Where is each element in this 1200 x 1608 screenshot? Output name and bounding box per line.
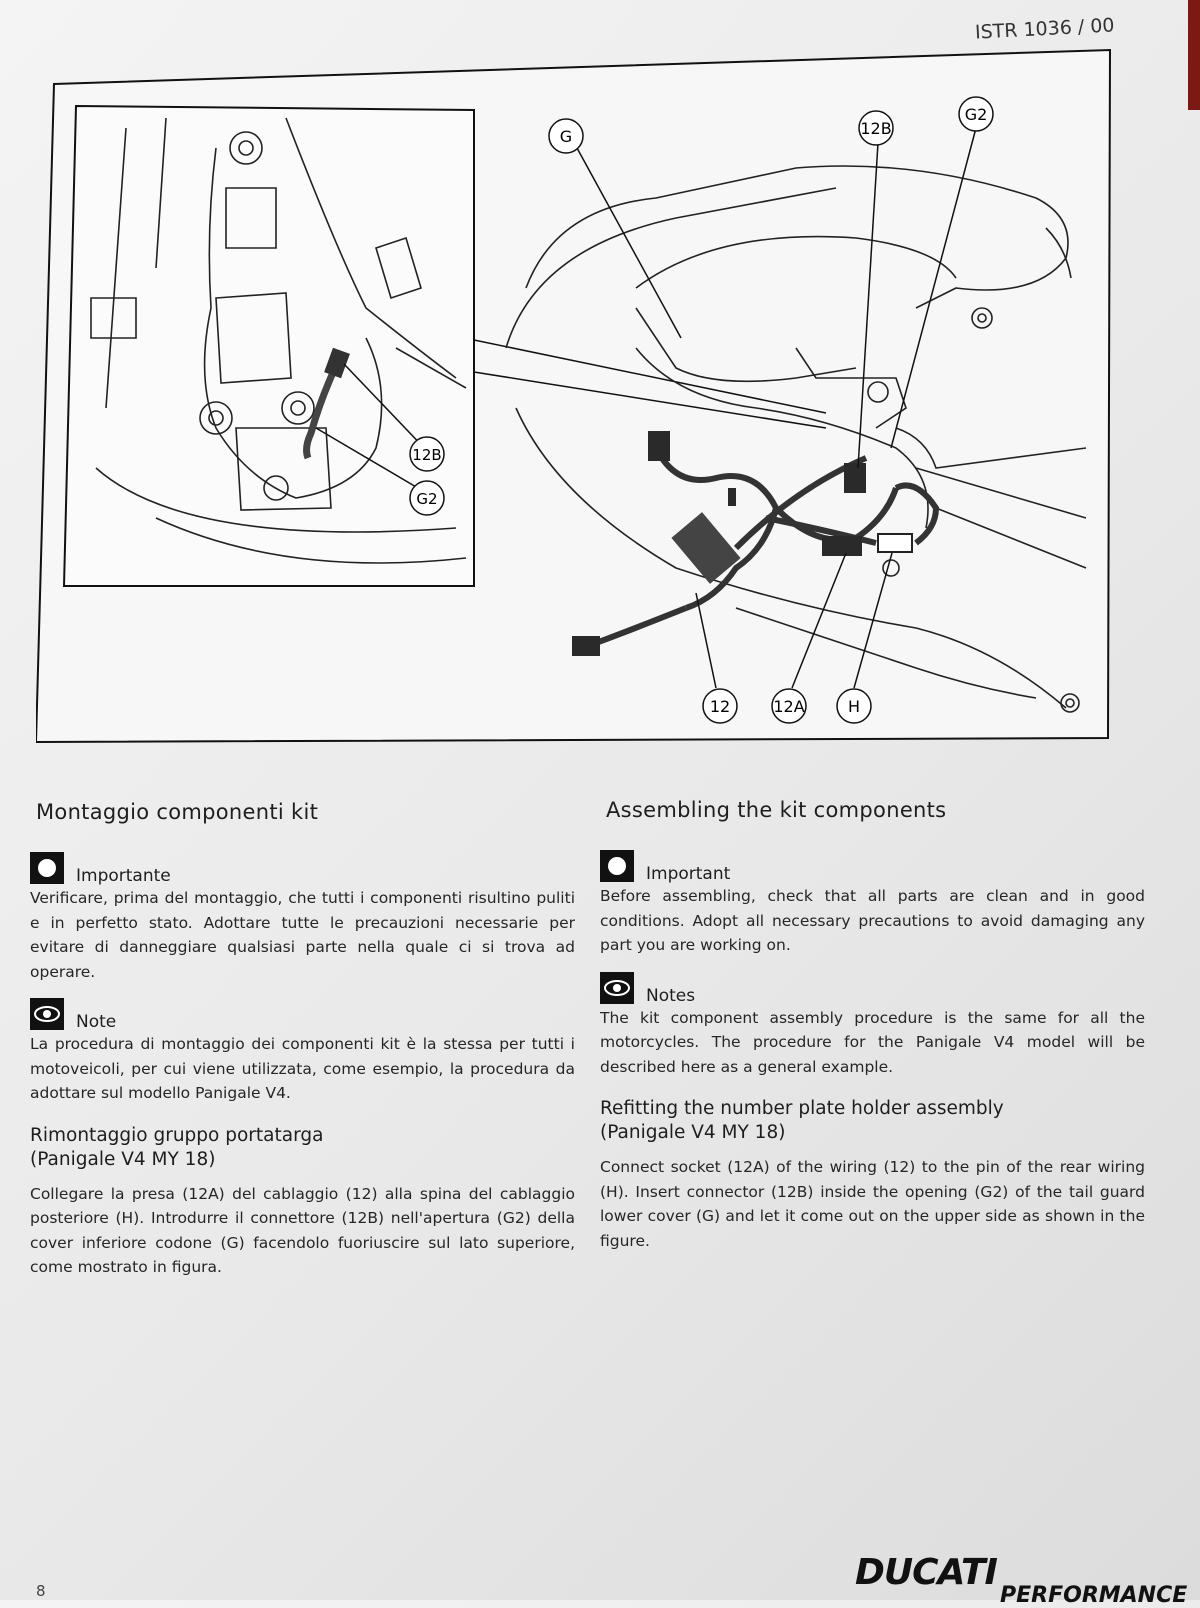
inset-callout-g2 xyxy=(410,481,444,515)
italian-section-text: Collegare la presa (12A) del cablaggio (12) alla spina del cablaggio posteriore (H). Introdurre il connettore (12B) nell'apertura (G2) della cover inferiore codone (G) facendolo fuoriuscire sul lato superiore, come mostrato in figura. xyxy=(30,1184,575,1276)
callout-12 xyxy=(703,689,737,723)
callout-g xyxy=(549,119,583,153)
italian-note-title: Note xyxy=(76,1012,117,1032)
italian-important-text: Verificare, prima del montaggio, che tutti i componenti risultino puliti e in perfetto stato. Adottare tutte le precauzioni necessarie per evitare di danneggiare qualsiasi parte nella quale ci si trova ad operare. xyxy=(30,889,575,981)
italian-column xyxy=(30,800,575,1280)
svg-text:12: 12 xyxy=(709,697,731,716)
english-note-text: The kit component assembly procedure is the same for all the motorcycles. The procedure for the Panigale V4 model will be described here as a general example. xyxy=(600,1008,1145,1076)
inset-callout-12b xyxy=(410,437,444,471)
connector-12a xyxy=(822,536,862,556)
connector-end xyxy=(572,636,600,656)
english-section-title: Refitting the number plate holder assembly (Panigale V4 MY 18) xyxy=(600,1098,1004,1143)
inset-detail-view xyxy=(64,106,474,586)
italian-title: Montaggio componenti kit xyxy=(36,800,319,824)
important-icon xyxy=(600,850,634,882)
svg-text:12B: 12B xyxy=(860,119,892,138)
brand-subtitle: PERFORMANCE xyxy=(1000,1583,1188,1608)
english-note-title: Notes xyxy=(646,985,696,1006)
connector-12b xyxy=(844,463,866,493)
callout-g2 xyxy=(959,97,993,131)
italian-section-title: Rimontaggio gruppo portatarga (Panigale V4 MY 18) xyxy=(30,1124,324,1170)
svg-text:G: G xyxy=(559,127,573,146)
svg-text:12B: 12B xyxy=(412,446,442,464)
svg-text:12A: 12A xyxy=(773,697,805,716)
english-important-title: Important xyxy=(646,864,731,884)
important-icon xyxy=(30,852,64,884)
assembly-figure xyxy=(36,48,1130,756)
svg-text:H: H xyxy=(847,697,861,716)
italian-important xyxy=(30,852,575,984)
svg-text:G2: G2 xyxy=(964,105,988,124)
brand-logo: DUCATI xyxy=(855,1552,997,1593)
callout-12b xyxy=(859,111,893,145)
english-important-text: Before assembling, check that all parts are clean and in good conditions. Adopt all necessary precautions to avoid damaging any part you are working on. xyxy=(600,887,1145,954)
document-code: ISTR 1036 / 00 xyxy=(974,14,1116,44)
page-number: 8 xyxy=(36,1582,46,1600)
callout-h xyxy=(837,689,871,723)
page-edge-red xyxy=(1188,0,1200,110)
italian-note xyxy=(30,998,575,1106)
eye-icon xyxy=(600,972,634,1004)
connector-12b-left xyxy=(648,431,670,461)
english-note xyxy=(600,972,1145,1080)
english-important xyxy=(600,850,1145,958)
english-column xyxy=(600,798,1145,1253)
svg-text:G2: G2 xyxy=(416,490,438,508)
italian-important-title: Importante xyxy=(76,866,171,886)
connector-h xyxy=(878,534,912,552)
english-title: Assembling the kit components xyxy=(606,798,947,822)
eye-icon xyxy=(30,998,64,1030)
italian-note-text: La procedura di montaggio dei componenti kit è la stessa per tutti i motoveicoli, per cui viene utilizzata, come esempio, la procedura da adottare sul modello Panigale V4. xyxy=(30,1035,575,1102)
callout-12a xyxy=(772,689,806,723)
english-section-text: Connect socket (12A) of the wiring (12) to the pin of the rear wiring (H). Insert connector (12B) inside the opening (G2) of the tail guard lower cover (G) and let it come out on the upper side as shown in the figure. xyxy=(600,1158,1145,1250)
